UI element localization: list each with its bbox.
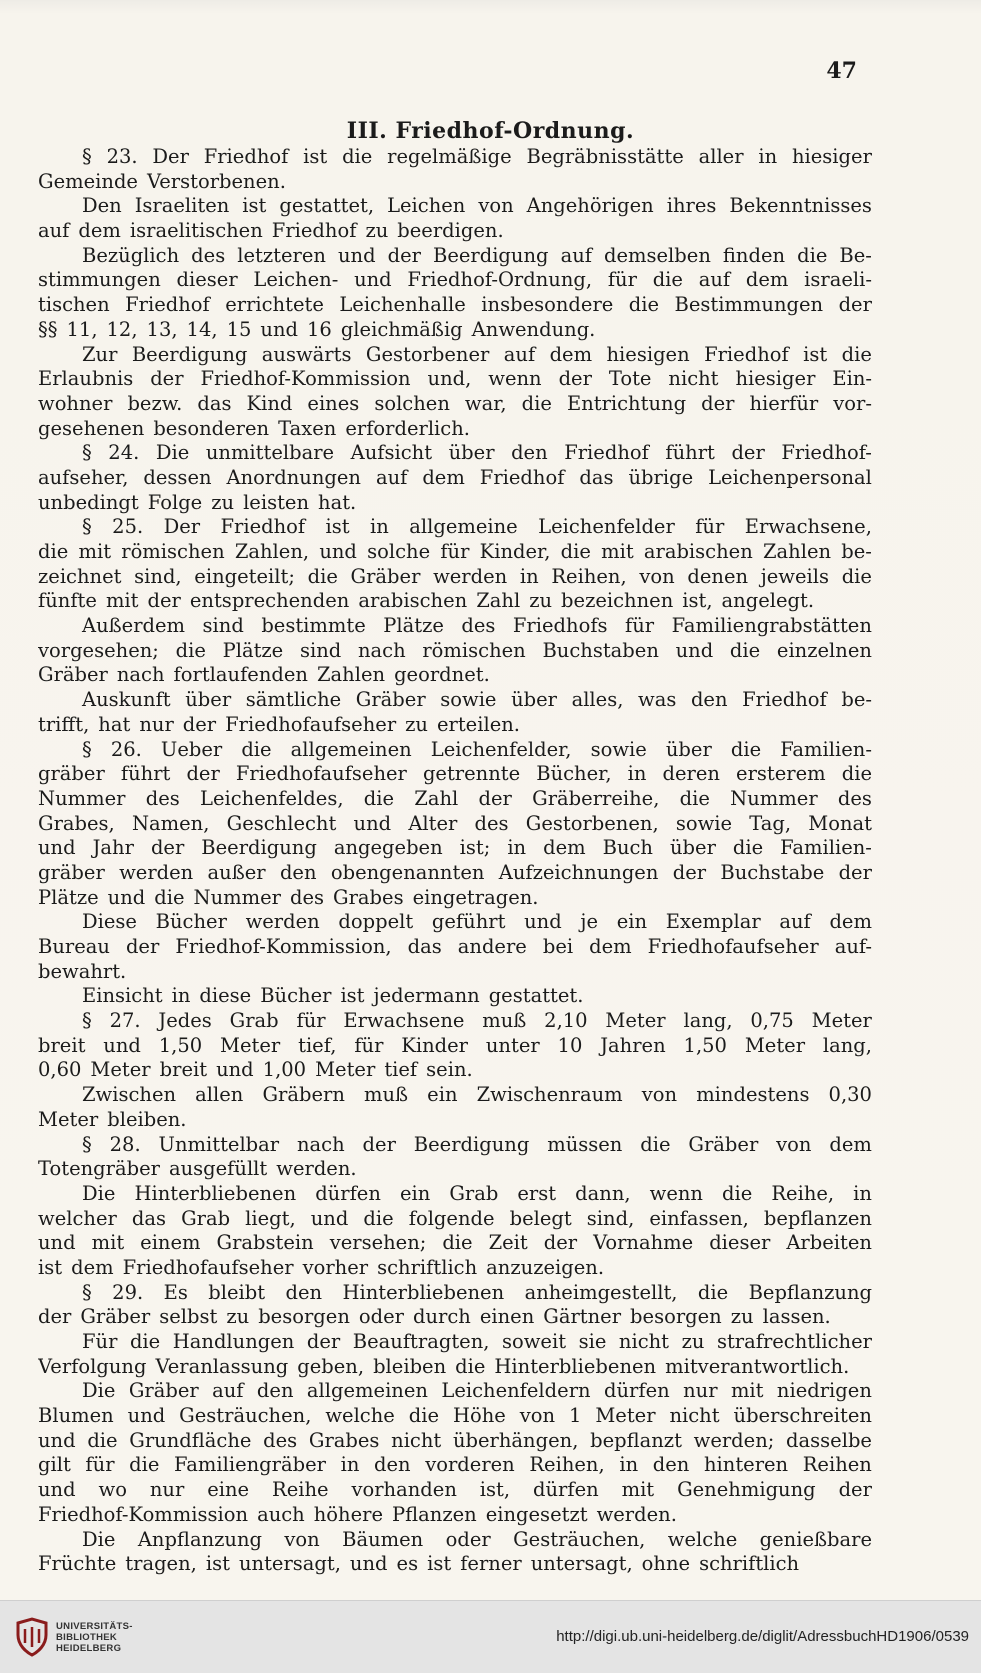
- source-url-link[interactable]: http://digi.ub.uni-heidelberg.de/diglit/AdressbuchHD1906/0539: [556, 1628, 969, 1645]
- paragraph-line: Blumen und Gesträuchen, welche die Höhe von 1 Meter nicht überschreiten: [38, 1404, 872, 1428]
- paragraph-line: Früchte tragen, ist untersagt, und es ist ferner untersagt, ohne schriftlich: [38, 1552, 800, 1576]
- paragraph-line: und die Grundfläche des Grabes nicht überhängen, bepflanzt werden; dasselbe: [38, 1428, 872, 1452]
- paragraph-first-line: Einsicht in diese Bücher ist jedermann gestattet.: [82, 984, 584, 1008]
- paragraph-first-line: Bezüglich des letzteren und der Beerdigung auf demselben finden die Be-: [82, 243, 872, 267]
- paragraph-line: Meter bleiben.: [38, 1107, 187, 1131]
- paragraph-first-line: § 24. Die unmittelbare Aufsicht über den Friedhof führt der Friedhof-: [82, 441, 872, 465]
- paragraph-line: Grabes, Namen, Geschlecht und Alter des Gestorbenen, sowie Tag, Monat: [38, 811, 872, 835]
- paragraph-first-line: Außerdem sind bestimmte Plätze des Friedhofs für Familiengrabstätten: [82, 614, 872, 638]
- paragraph-line: Nummer des Leichenfeldes, die Zahl der Gräberreihe, die Nummer des: [38, 786, 872, 810]
- paragraph-first-line: § 26. Ueber die allgemeinen Leichenfelder, sowie über die Familien-: [82, 737, 872, 761]
- paragraph-line: wohner bezw. das Kind eines solchen war, die Entrichtung der hierfür vor-: [38, 391, 872, 415]
- paragraph-line: Bureau der Friedhof-Kommission, das andere bei dem Friedhofaufseher auf-: [38, 935, 872, 958]
- body-text: [38, 145, 872, 1577]
- paragraph-first-line: Zwischen allen Gräbern muß ein Zwischenraum von mindestens 0,30: [82, 1083, 872, 1107]
- paragraph-line: und mit einem Grabstein versehen; die Zeit der Vornahme dieser Arbeiten: [38, 1231, 872, 1255]
- paragraph-line: Plätze und die Nummer des Grabes eingetragen.: [38, 885, 539, 909]
- paragraph-line: trifft, hat nur der Friedhofaufseher zu erteilen.: [38, 712, 520, 736]
- paragraph-line: tischen Friedhof errichtete Leichenhalle insbesondere die Bestimmungen der: [38, 293, 872, 317]
- paragraph-first-line: Die Hinterbliebenen dürfen ein Grab erst dann, wenn die Reihe, in: [82, 1181, 872, 1205]
- library-name-line: BIBLIOTHEK: [56, 1632, 118, 1643]
- paragraph-line: und Jahr der Beerdigung angegeben ist; in dem Buch über die Familien-: [38, 836, 872, 860]
- paragraph-first-line: § 25. Der Friedhof ist in allgemeine Leichenfelder für Erwachsene,: [82, 515, 872, 539]
- paragraph-line: welcher das Grab liegt, und die folgende belegt sind, einfassen, bepflanzen: [38, 1206, 872, 1230]
- paragraph-line: stimmungen dieser Leichen- und Friedhof-Ordnung, für die auf dem israeli-: [38, 268, 872, 292]
- paragraph-line: die mit römischen Zahlen, und solche für Kinder, die mit arabischen Zahlen be-: [38, 540, 872, 563]
- paragraph-first-line: Für die Handlungen der Beauftragten, soweit sie nicht zu strafrechtlicher: [82, 1330, 872, 1353]
- paragraph-first-line: § 23. Der Friedhof ist die regelmäßige Begräbnisstätte aller in hiesiger: [82, 145, 872, 168]
- footer-bar: [0, 1600, 981, 1673]
- university-library-logo: [14, 1617, 50, 1657]
- paragraph-line: Gräber nach fortlaufenden Zahlen geordnet.: [38, 663, 490, 687]
- paragraph-first-line: Zur Beerdigung auswärts Gestorbener auf dem hiesigen Friedhof ist die: [82, 342, 872, 366]
- paragraph-first-line: § 27. Jedes Grab für Erwachsene muß 2,10 Meter lang, 0,75 Meter: [82, 1009, 872, 1033]
- page-number: 47: [826, 58, 857, 84]
- paragraph-line: und wo nur eine Reihe vorhanden ist, dürfen mit Genehmigung der: [38, 1478, 872, 1502]
- paragraph-line: breit und 1,50 Meter tief, für Kinder unter 10 Jahren 1,50 Meter lang,: [38, 1033, 872, 1057]
- paragraph-first-line: Auskunft über sämtliche Gräber sowie über alles, was den Friedhof be-: [82, 688, 872, 712]
- paragraph-line: vorgesehen; die Plätze sind nach römischen Buchstaben und die einzelnen: [38, 638, 872, 662]
- paragraph-line: gräber werden außer den obengenannten Aufzeichnungen der Buchstabe der: [38, 860, 872, 884]
- paragraph-line: unbedingt Folge zu leisten hat.: [38, 490, 357, 514]
- paragraph-line: ist dem Friedhofaufseher vorher schriftlich anzuzeigen.: [38, 1255, 605, 1279]
- paragraph-line: zeichnet sind, eingeteilt; die Gräber werden in Reihen, von denen jeweils die: [38, 564, 872, 588]
- paragraph-first-line: § 29. Es bleibt den Hinterbliebenen anheimgestellt, die Bepflanzung: [82, 1280, 872, 1304]
- paragraph-line: 0,60 Meter breit und 1,00 Meter tief sein.: [38, 1058, 473, 1082]
- paragraph-line: Gemeinde Verstorbenen.: [38, 169, 286, 193]
- paragraph-line: auf dem israelitischen Friedhof zu beerdigen.: [38, 219, 504, 243]
- library-name-line: HEIDELBERG: [56, 1643, 122, 1654]
- paragraph-line: Erlaubnis der Friedhof-Kommission und, wenn der Tote nicht hiesiger Ein-: [38, 367, 872, 391]
- library-name: [56, 1621, 133, 1654]
- paragraph-first-line: Den Israeliten ist gestattet, Leichen von Angehörigen ihres Bekenntnisses: [82, 194, 872, 218]
- paragraph-line: bewahrt.: [38, 959, 127, 983]
- paragraph-line: fünfte mit der entsprechenden arabischen Zahl zu bezeichnen ist, angelegt.: [38, 589, 815, 613]
- paragraph-line: Totengräber ausgefüllt werden.: [38, 1157, 357, 1181]
- paragraph-first-line: Diese Bücher werden doppelt geführt und je ein Exemplar auf dem: [82, 910, 872, 934]
- paragraph-first-line: Die Gräber auf den allgemeinen Leichenfeldern dürfen nur mit niedrigen: [82, 1379, 872, 1403]
- paragraph-line: Friedhof-Kommission auch höhere Pflanzen eingesetzt werden.: [38, 1502, 677, 1526]
- paragraph-line: aufseher, dessen Anordnungen auf dem Friedhof das übrige Leichenpersonal: [38, 465, 872, 489]
- library-name-line: UNIVERSITÄTS-: [56, 1621, 133, 1632]
- paragraph-line: der Gräber selbst zu besorgen oder durch einen Gärtner besorgen zu lassen.: [38, 1305, 831, 1329]
- section-title: III. Friedhof-Ordnung.: [346, 118, 635, 144]
- paragraph-line: gräber führt der Friedhofaufseher getrennte Bücher, in deren ersterem die: [38, 762, 872, 786]
- paragraph-line: gilt für die Familiengräber in den vorderen Reihen, in den hinteren Reihen: [38, 1453, 872, 1477]
- paragraph-line: Verfolgung Veranlassung geben, bleiben die Hinterbliebenen mitverantwortlich.: [38, 1354, 850, 1378]
- paragraph-line: gesehenen besonderen Taxen erforderlich.: [38, 416, 470, 440]
- paragraph-first-line: Die Anpflanzung von Bäumen oder Gesträuchen, welche genießbare: [82, 1527, 872, 1551]
- paragraph-line: §§ 11, 12, 13, 14, 15 und 16 gleichmäßig Anwendung.: [38, 317, 596, 341]
- paragraph-first-line: § 28. Unmittelbar nach der Beerdigung müssen die Gräber von dem: [82, 1132, 872, 1156]
